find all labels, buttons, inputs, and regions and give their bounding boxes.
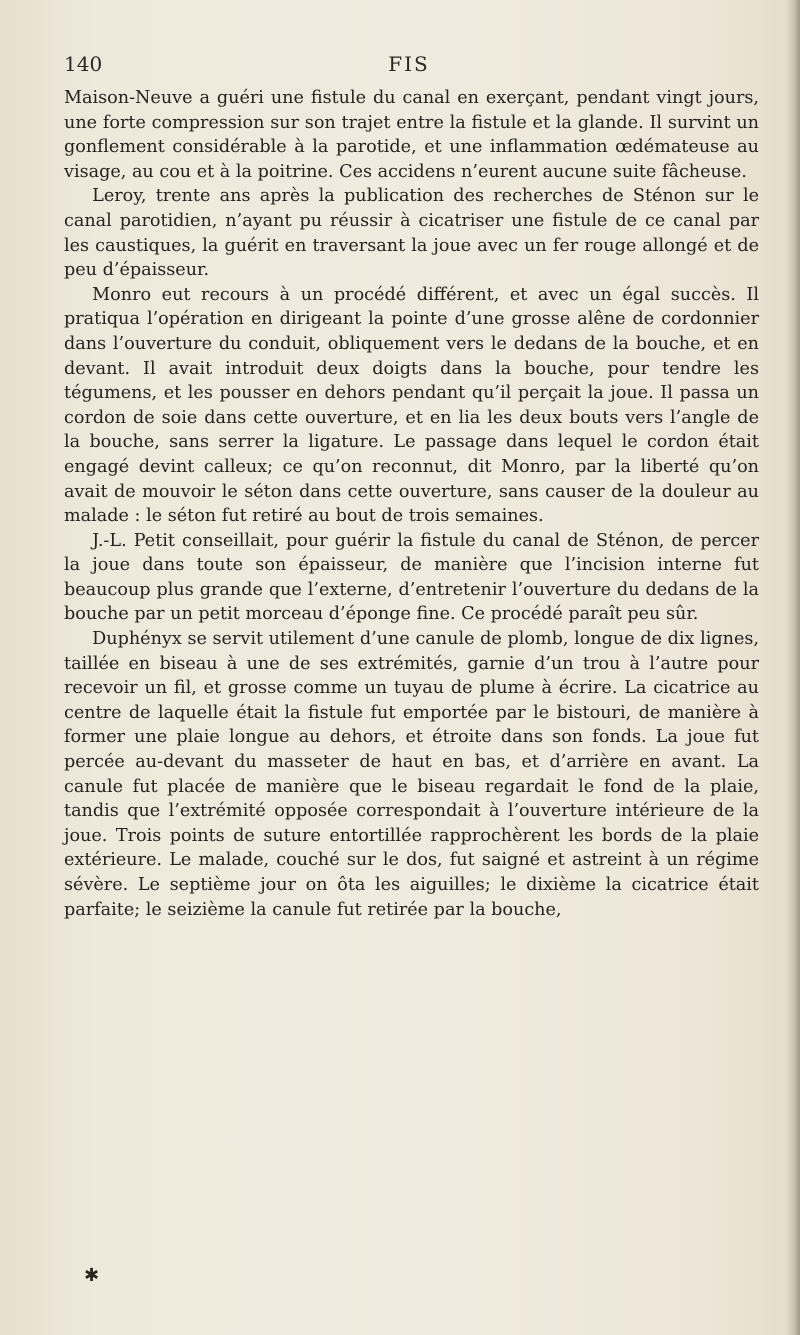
page-edge-shadow	[786, 0, 800, 1335]
body-text	[64, 86, 759, 922]
running-head: FIS	[388, 52, 430, 76]
paragraph: Maison-Neuve a guéri une fistule du canal en exerçant, pendant vingt jours, une forte compression sur son trajet entre la fistule et la glande. Il survint un gonflement considérable à la parotide, et une inflammation œdémateuse au visage, au cou et à la poitrine. Ces accidens n’eurent aucune suite fâcheuse.	[64, 88, 759, 182]
paragraph: Leroy, trente ans après la publication des recherches de Sténon sur le canal parotidien, n’ayant pu réussir à cicatriser une fistule de ce canal par les caustiques, la guérit en traversant la joue avec un fer rouge allongé et de peu d’épaisseur.	[64, 186, 759, 281]
paragraph: Duphényx se servit utilement d’une canule de plomb, longue de dix lignes, taillée en biseau à une de ses extrémités, garnie d’un trou à l’autre pour recevoir un fil, et grosse comme un tuyau de plume à écrire. La cicatrice au centre de laquelle était la fistule fut emportée par le bistouri, de manière à former une plaie longue au dehors, et étroite dans son fonds. La joue fut percée au-devant du masseter de haut en bas, et d’arrière en avant. La canule fut placée de manière que le biseau regardait le fond de la plaie, tandis que l’extrémité opposée correspondait à l’ouverture intérieure de la joue. Trois points de suture entortillée rapprochèrent les bords de la plaie extérieure. Le malade, couché sur le dos, fut saigné et astreint à un régime sévère. Le septième jour on ôta les aiguilles; le dixième la cicatrice était parfaite; le seizième la canule fut retirée par la bouche,	[64, 629, 759, 920]
asterisk-mark: ✱	[84, 1265, 100, 1286]
page-header	[64, 52, 754, 86]
paragraph: J.-L. Petit conseillait, pour guérir la fistule du canal de Sténon, de percer la joue dans toute son épaisseur, de manière que l’incision interne fut beaucoup plus grande que l’externe, d’entretenir l’ouverture du dedans de la bouche par un petit morceau d’éponge fine. Ce procédé paraît peu sûr.	[64, 530, 759, 625]
page-number: 140	[64, 52, 103, 76]
paragraph: Monro eut recours à un procédé différent, et avec un égal succès. Il pratiqua l’opération en dirigeant la pointe d’une grosse alêne de cordonnier dans l’ouverture du conduit, obliquement vers le dedans de la bouche, et en devant. Il avait introduit deux doigts dans la bouche, pour tendre les tégumens, et les pousser en dehors pendant qu’il perçait la joue. Il passa un cordon de soie dans cette ouverture, et en lia les deux bouts vers l’angle de la bouche, sans serrer la ligature. Le passage dans lequel le cordon était engagé devint calleux; ce qu’on reconnut, dit Monro, par la liberté qu’on avait de mouvoir le séton dans cette ouverture, sans causer de la douleur au malade : le séton fut retiré au bout de trois semaines.	[64, 284, 759, 527]
